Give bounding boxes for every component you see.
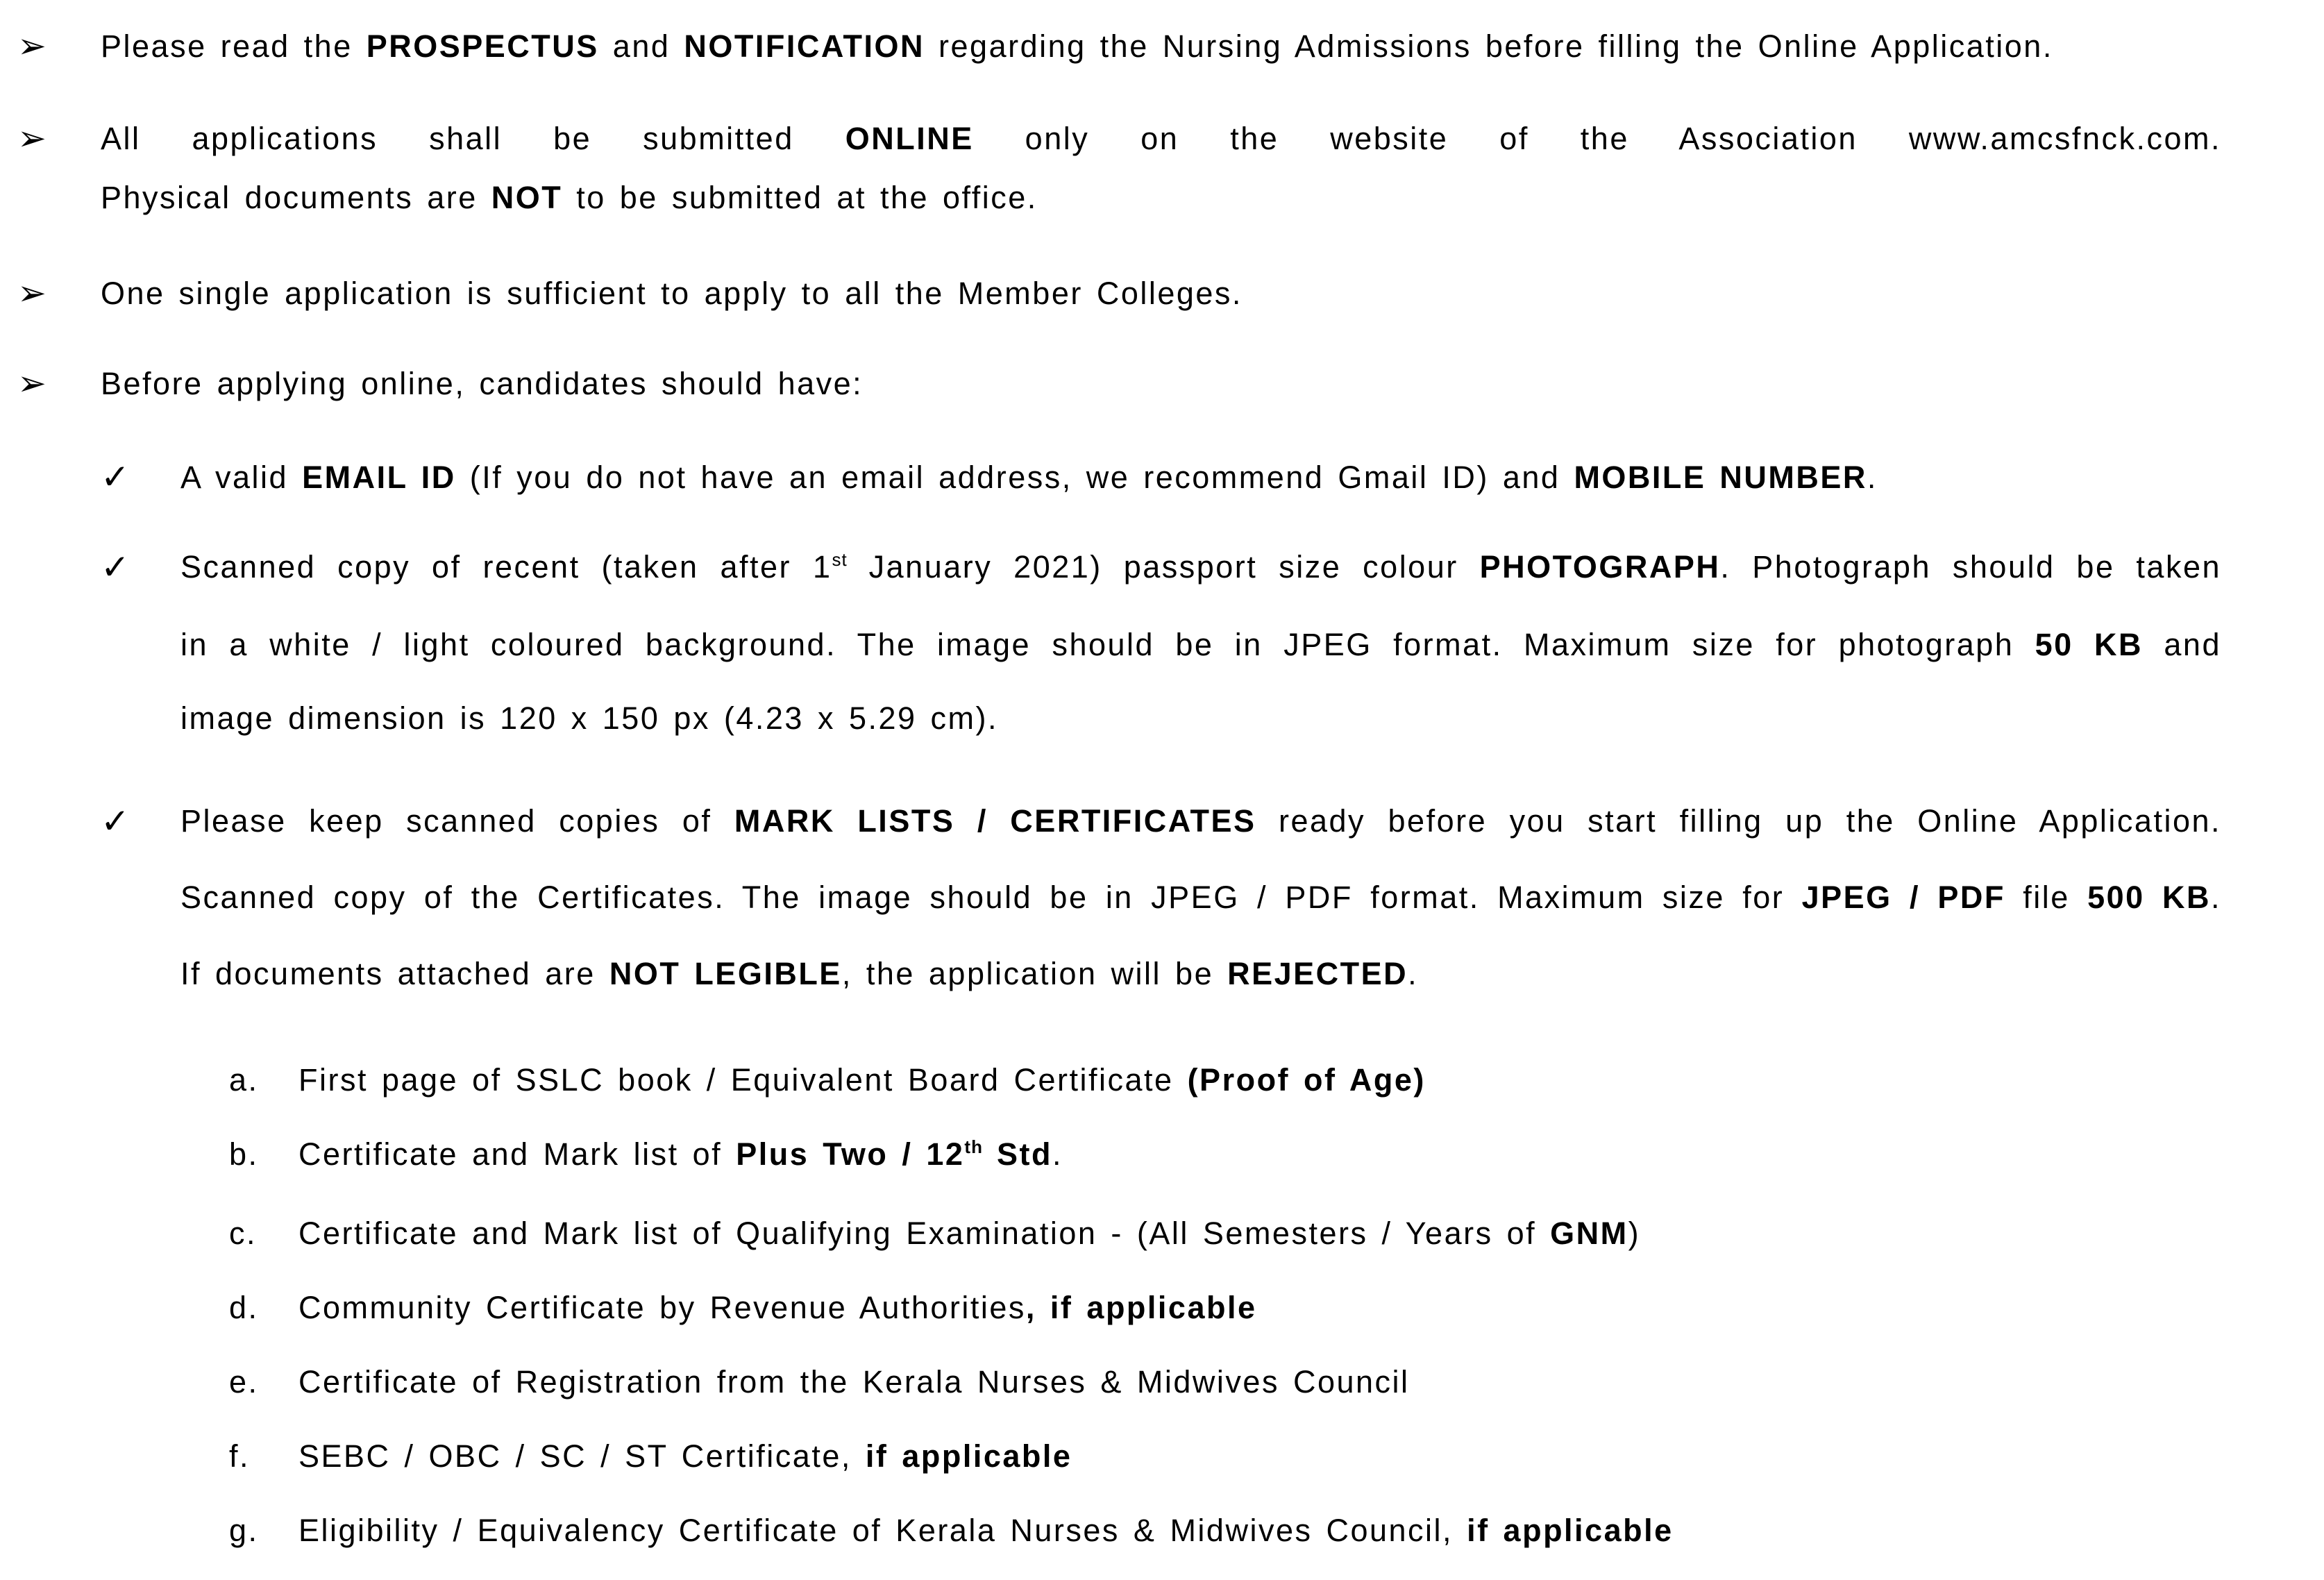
text-line: Please keep scanned copies of MARK LISTS / CERTIFICATES ready before you start filling up the Online Application.	[180, 803, 2221, 839]
arrow-bullet-icon: ➢	[17, 119, 49, 158]
bullet-text	[101, 109, 2221, 227]
letter-label: e.	[229, 1364, 259, 1400]
bullet-before-applying	[0, 347, 2324, 420]
letter-label: g.	[229, 1513, 259, 1548]
text-line: Scanned copy of recent (taken after 1st January 2021) passport size colour PHOTOGRAPH. Photograph should be taken	[180, 549, 2221, 585]
check-icon: ✓	[101, 457, 132, 496]
text-line: SEBC / OBC / SC / ST Certificate, if applicable	[298, 1438, 1072, 1474]
letter-item-c	[0, 1196, 2324, 1270]
text-line: Certificate of Registration from the Kerala Nurses & Midwives Council	[298, 1364, 1410, 1400]
letter-label: b.	[229, 1136, 259, 1172]
letter-label: d.	[229, 1290, 259, 1325]
letter-label: a.	[229, 1062, 259, 1098]
text-line: All applications shall be submitted ONLINE only on the website of the Association www.amcsfnck.com.	[101, 121, 2221, 156]
bullet-text	[101, 257, 2221, 330]
letter-text	[298, 1196, 2221, 1270]
letter-text	[298, 1419, 2221, 1493]
text-line: Scanned copy of the Certificates. The image should be in JPEG / PDF format. Maximum size for JPEG / PDF file 500 KB.	[180, 880, 2221, 915]
letter-text	[298, 1345, 2221, 1419]
letter-item-d	[0, 1270, 2324, 1345]
bullet-single-application	[0, 257, 2324, 330]
arrow-bullet-icon: ➢	[17, 274, 49, 312]
check-icon: ✓	[101, 802, 132, 841]
check-text	[180, 441, 2221, 514]
text-line: Before applying online, candidates should have:	[101, 366, 864, 401]
letter-text	[298, 1117, 2221, 1196]
check-text	[180, 783, 2221, 1012]
text-line: Please read the PROSPECTUS and NOTIFICATION regarding the Nursing Admissions before filling the Online Application.	[101, 28, 2053, 64]
letter-text	[298, 1493, 2221, 1568]
letter-item-e	[0, 1345, 2324, 1419]
text-line: Certificate and Mark list of Qualifying Examination - (All Semesters / Years of GNM)	[298, 1216, 1641, 1251]
check-marklists	[0, 783, 2324, 1012]
document	[0, 10, 2324, 1580]
bullet-online-submission	[0, 109, 2324, 227]
text-line: image dimension is 120 x 150 px (4.23 x 5.29 cm).	[180, 700, 999, 736]
letter-text	[298, 1043, 2221, 1117]
bullet-text	[101, 10, 2221, 83]
arrow-bullet-icon: ➢	[17, 364, 49, 403]
text-line: in a white / light coloured background. The image should be in JPEG format. Maximum size for photograph 50 KB and	[180, 627, 2221, 662]
letter-item-g	[0, 1493, 2324, 1568]
text-line: Eligibility / Equivalency Certificate of Kerala Nurses & Midwives Council, if applicable	[298, 1513, 1674, 1548]
letter-item-f	[0, 1419, 2324, 1493]
letter-label: c.	[229, 1216, 258, 1251]
letter-text	[298, 1270, 2221, 1345]
letter-label: f.	[229, 1438, 251, 1474]
check-email-mobile	[0, 441, 2324, 514]
check-photograph	[0, 530, 2324, 755]
arrow-bullet-icon: ➢	[17, 26, 49, 65]
text-line: First page of SSLC book / Equivalent Board Certificate (Proof of Age)	[298, 1062, 1426, 1098]
bullet-prospectus-note	[0, 10, 2324, 83]
letter-item-b	[0, 1117, 2324, 1196]
letter-item-a	[0, 1043, 2324, 1117]
text-line: A valid EMAIL ID (If you do not have an email address, we recommend Gmail ID) and MOBILE NUMBER.	[180, 460, 1878, 495]
check-icon: ✓	[101, 548, 132, 587]
text-line: Community Certificate by Revenue Authorities, if applicable	[298, 1290, 1257, 1325]
bullet-text	[101, 347, 2221, 420]
text-line: If documents attached are NOT LEGIBLE, the application will be REJECTED.	[180, 956, 1419, 991]
text-line: Certificate and Mark list of Plus Two / 12th Std.	[298, 1136, 1063, 1172]
text-line: One single application is sufficient to apply to all the Member Colleges.	[101, 276, 1243, 311]
text-line: Physical documents are NOT to be submitted at the office.	[101, 180, 1038, 215]
check-text	[180, 530, 2221, 755]
